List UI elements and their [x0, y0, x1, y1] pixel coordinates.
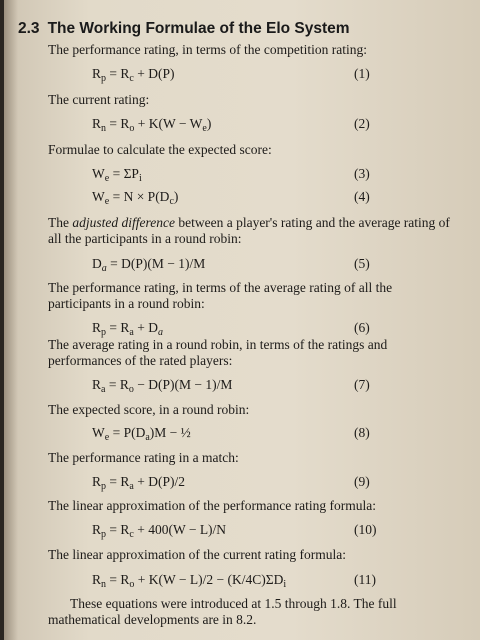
- equation-number-7: (7): [354, 377, 370, 392]
- equation-1: $R_p = R_c + D(P)$: [92, 66, 175, 84]
- text-average-rating: The average rating in a round robin, in terms of the ratings and performances of the rated players:: [48, 337, 388, 368]
- text-linear-approx-current: The linear approximation of the current rating formula:: [48, 547, 347, 562]
- equation-2: $R_n = R_o + K(W - W_e)$: [92, 116, 212, 134]
- section-heading: [18, 20, 350, 38]
- equation-number-5: (5): [354, 256, 370, 271]
- equation-10: $R_p = R_c + 400(W - L)/N$: [92, 522, 227, 540]
- equation-3: $W_e = \Sigma P_i$: [92, 166, 142, 184]
- text-linear-approx-performance: The linear approximation of the performance rating formula:: [48, 498, 376, 513]
- equation-number-11: (11): [354, 572, 376, 587]
- text-performance-rating-average: The performance rating, in terms of the average rating of all the participants in a round robin:: [48, 280, 393, 311]
- page-gutter-shadow: [4, 0, 18, 640]
- equation-number-4: (4): [354, 189, 370, 204]
- equation-number-10: (10): [354, 522, 377, 537]
- text-current-rating: The current rating:: [48, 92, 150, 107]
- equation-number-6: (6): [354, 320, 370, 335]
- text-performance-rating-match: The performance rating in a match:: [48, 450, 239, 465]
- section-title: The Working Formulae of the Elo System: [47, 20, 350, 37]
- text-performance-rating-competition: The performance rating, in terms of the competition rating:: [48, 42, 368, 57]
- text-expected-score-round-robin: The expected score, in a round robin:: [48, 402, 250, 417]
- text-adjusted-difference: The adjusted difference between a player's rating and the average rating of all the participants in a round robin:: [48, 215, 450, 246]
- equation-number-2: (2): [354, 116, 370, 131]
- equation-8: $W_e = P(D_a)M$ − ½: [92, 425, 191, 443]
- equation-11: $R_n = R_o + K(W - L)/2 - (K/4C)\Sigma D_i$: [92, 572, 287, 590]
- equation-number-8: (8): [354, 425, 370, 440]
- footer-note: These equations were introduced at 1.5 through 1.8. The full mathematical developments are in 8.2.: [48, 596, 397, 627]
- adjusted-difference-term: adjusted difference: [72, 215, 175, 230]
- equation-5: $D_a = D(P)(M - 1)/M$: [92, 256, 206, 274]
- text-expected-score: Formulae to calculate the expected score:: [48, 142, 272, 157]
- equation-9: $R_p = R_a + D(P)/2$: [92, 474, 185, 492]
- equation-number-1: (1): [354, 66, 370, 81]
- equation-number-3: (3): [354, 166, 370, 181]
- book-page: [4, 0, 480, 640]
- section-number: 2.3: [18, 20, 40, 37]
- equation-7: $R_a = R_o - D(P)(M - 1)/M$: [92, 377, 233, 395]
- equation-6: $R_p = R_a + D_a$: [92, 320, 163, 338]
- equation-4: $W_e = N \times P(D_c)$: [92, 189, 179, 207]
- equation-number-9: (9): [354, 474, 370, 489]
